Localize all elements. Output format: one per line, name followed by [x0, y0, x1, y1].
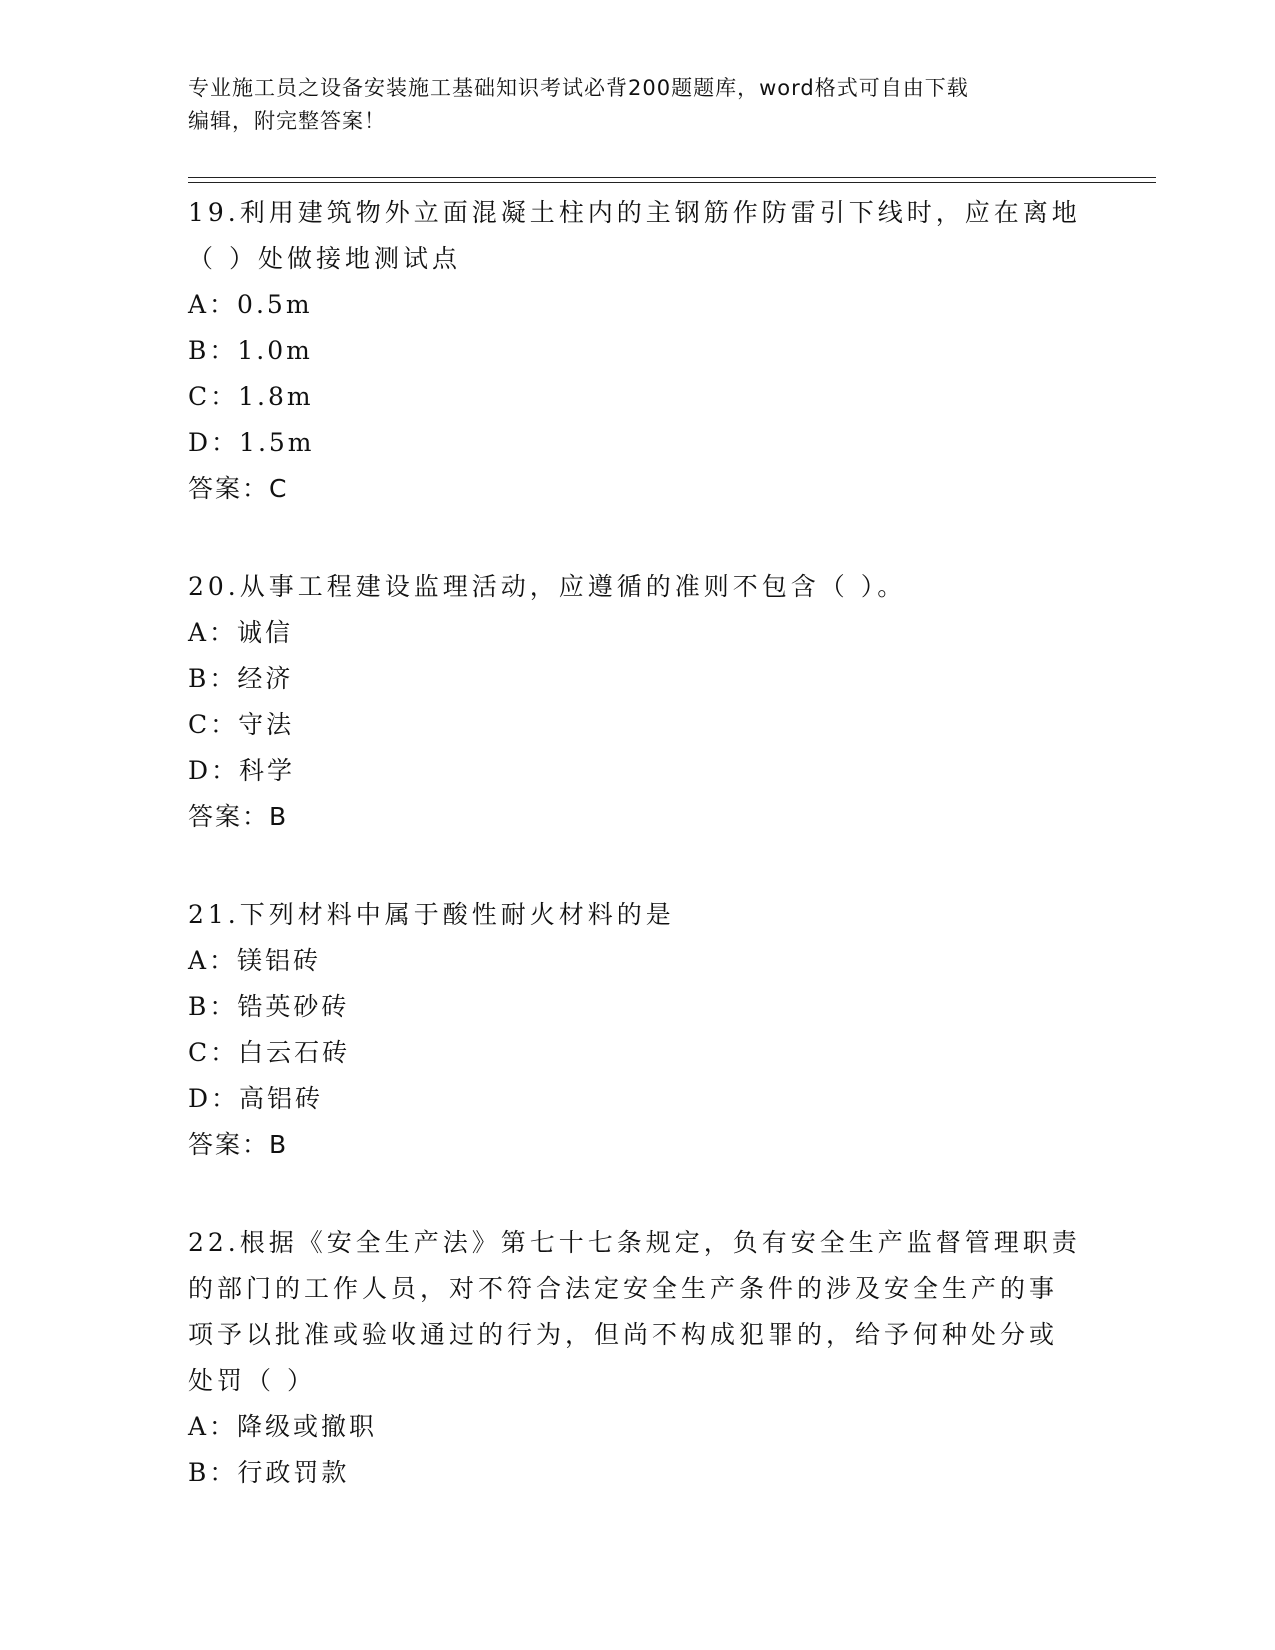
option-b: B：行政罚款: [188, 1458, 350, 1487]
answer-line: 答案：C: [188, 474, 289, 503]
header-divider-bottom: [188, 182, 1156, 183]
header-divider-top: [188, 177, 1156, 178]
header-line-1: 专业施工员之设备安装施工基础知识考试必背200题题库，word格式可自由下载: [188, 76, 969, 100]
question-21: [188, 892, 1088, 1168]
option-c: C：1.8m: [188, 382, 314, 411]
option-a: A：降级或撤职: [188, 1412, 378, 1441]
option-b: B：1.0m: [188, 336, 313, 365]
question-stem: 20.从事工程建设监理活动，应遵循的准则不包含（ ）。: [188, 572, 907, 601]
option-d: D：1.5m: [188, 428, 315, 457]
question-stem: 的部门的工作人员，对不符合法定安全生产条件的涉及安全生产的事: [188, 1274, 1059, 1303]
option-b: B：经济: [188, 664, 294, 693]
document-header: [188, 72, 1068, 138]
option-a: A：0.5m: [188, 290, 313, 319]
question-stem: （ ）处做接地测试点: [188, 244, 461, 273]
option-a: A：镁铝砖: [188, 946, 322, 975]
option-a: A：诚信: [188, 618, 294, 647]
answer-line: 答案：B: [188, 1130, 289, 1159]
question-stem: 19.利用建筑物外立面混凝土柱内的主钢筋作防雷引下线时，应在离地: [188, 198, 1081, 227]
question-list: [188, 190, 1088, 1548]
question-19: [188, 190, 1088, 512]
question-22: [188, 1220, 1088, 1496]
question-stem: 22.根据《安全生产法》第七十七条规定，负有安全生产监督管理职责: [188, 1228, 1081, 1257]
question-stem: 项予以批准或验收通过的行为，但尚不构成犯罪的，给予何种处分或: [188, 1320, 1059, 1349]
option-c: C：白云石砖: [188, 1038, 351, 1067]
question-stem: 21.下列材料中属于酸性耐火材料的是: [188, 900, 675, 929]
header-line-2: 编辑，附完整答案！: [188, 109, 386, 133]
option-c: C：守法: [188, 710, 295, 739]
answer-line: 答案：B: [188, 802, 289, 831]
question-20: [188, 564, 1088, 840]
option-d: D：高铝砖: [188, 1084, 324, 1113]
option-b: B：锆英砂砖: [188, 992, 350, 1021]
option-d: D：科学: [188, 756, 296, 785]
question-stem: 处罚（ ）: [188, 1366, 316, 1395]
